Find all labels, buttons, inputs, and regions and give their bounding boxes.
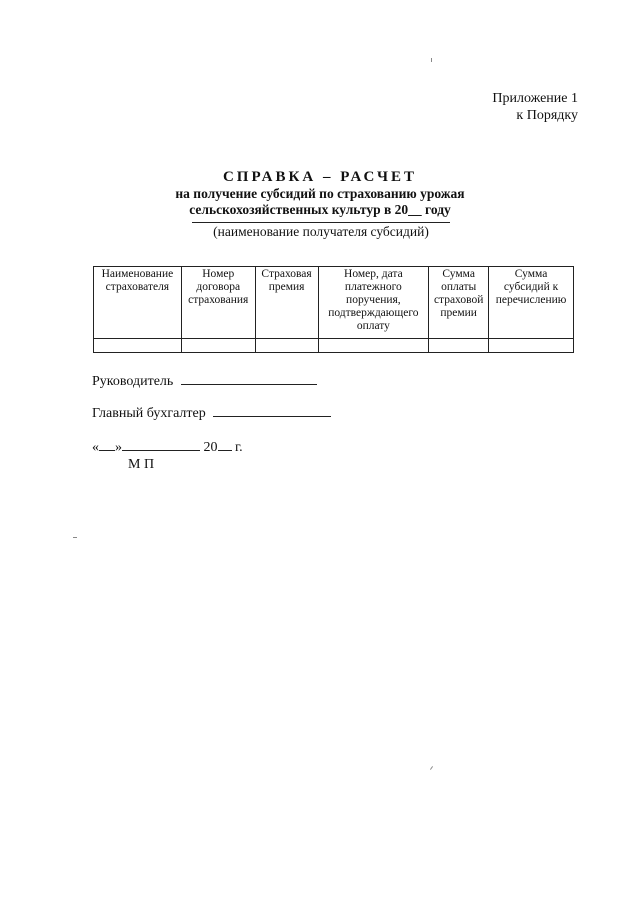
- table-row: [94, 339, 574, 353]
- table-cell: [181, 339, 255, 353]
- recipient-caption: (наименование получателя субсидий): [213, 224, 429, 239]
- header-contract-number: Номер договора страхования: [181, 267, 255, 339]
- document-subtitle-line-2: сельскохозяйственных культур в 20__ году: [189, 202, 451, 217]
- table-cell: [318, 339, 429, 353]
- date-year-prefix: 20: [203, 440, 218, 455]
- date-open-quote: «: [92, 440, 99, 455]
- accountant-signature-line: [92, 404, 331, 422]
- table-cell: [489, 339, 574, 353]
- date-month-blank: [122, 438, 200, 451]
- header-insurance-premium: Страховая премия: [255, 267, 318, 339]
- header-subsidy-amount: Сумма субсидий к перечислению: [489, 267, 574, 339]
- table-cell: [429, 339, 489, 353]
- header-payment-order: Номер, дата платежного поручения, подтверждающего оплату: [318, 267, 429, 339]
- table-cell: [94, 339, 182, 353]
- header-insurer-name: Наименование страхователя: [94, 267, 182, 339]
- head-signature-line: [92, 372, 317, 390]
- calculation-table: [93, 266, 574, 353]
- accountant-signature-blank: [213, 404, 331, 417]
- scan-speck: [430, 766, 433, 770]
- date-line: [92, 438, 243, 456]
- date-year-blank: [218, 438, 232, 451]
- date-year-suffix: г.: [235, 440, 243, 455]
- header-premium-paid: Сумма оплаты страховой премии: [429, 267, 489, 339]
- table-cell: [255, 339, 318, 353]
- appendix-note: [492, 90, 578, 124]
- document-title: СПРАВКА – РАСЧЕТ: [222, 169, 418, 185]
- accountant-label: Главный бухгалтер: [92, 406, 206, 421]
- stamp-place: М П: [128, 457, 155, 472]
- appendix-line-1: Приложение 1: [492, 91, 578, 106]
- scan-speck: [73, 537, 77, 538]
- head-label: Руководитель: [92, 374, 174, 389]
- recipient-underline: [192, 222, 450, 223]
- date-close-quote: »: [115, 440, 122, 455]
- head-signature-blank: [181, 372, 317, 385]
- scan-speck: [431, 58, 432, 62]
- document-subtitle-line-1: на получение субсидий по страхованию урожая: [175, 186, 465, 201]
- table-header-row: [94, 267, 574, 339]
- recipient-field: [192, 222, 450, 240]
- date-day-blank: [99, 438, 115, 451]
- appendix-line-2: к Порядку: [516, 108, 578, 123]
- document-title-block: [0, 168, 640, 218]
